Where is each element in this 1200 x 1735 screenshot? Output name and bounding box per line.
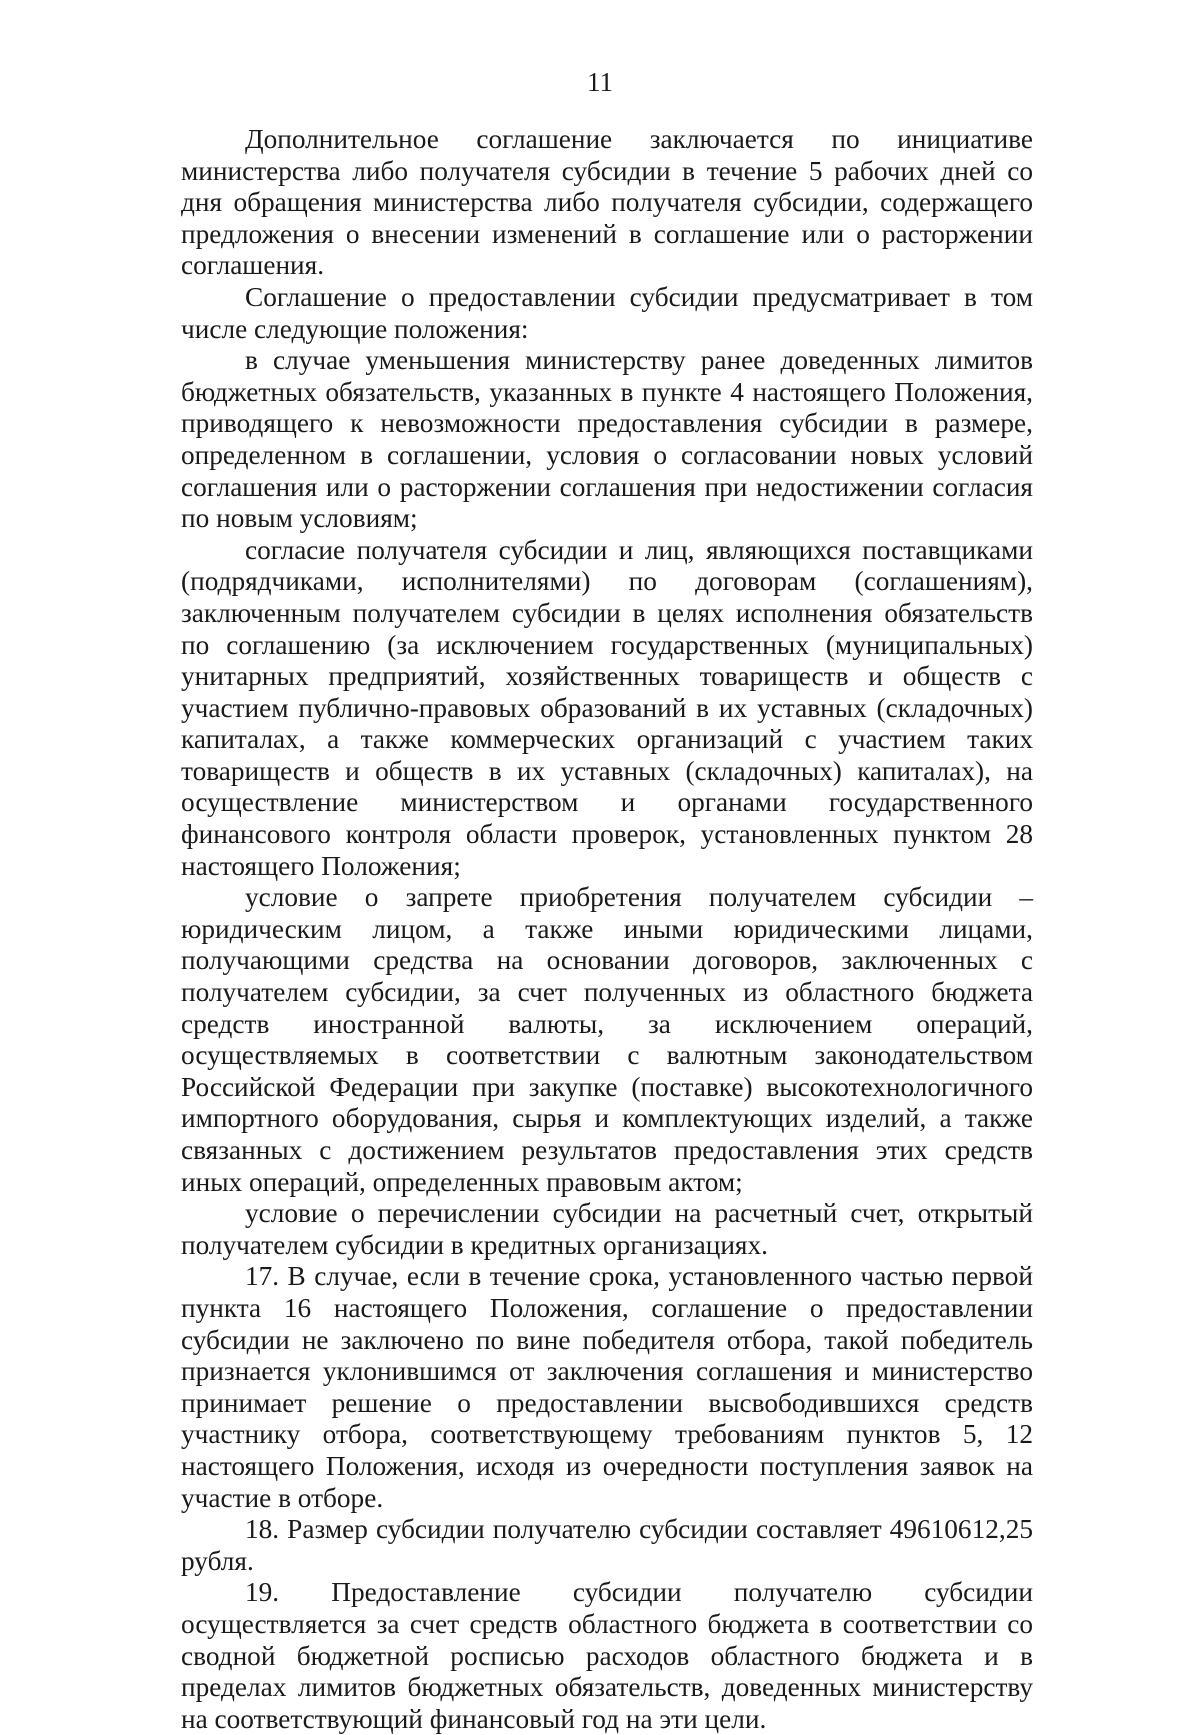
paragraph-agreement-provisions: Соглашение о предоставлении субсидии предусматривает в том числе следующие положения: <box>181 281 1033 344</box>
paragraph-account-transfer: условие о перечислении субсидии на расчетный счет, открытый получателем субсидии в кредитных организациях. <box>181 1198 1033 1260</box>
paragraph-item-19: 19. Предоставление субсидии получателю субсидии осуществляется за счет средств областного бюджета в соответствии со сводной бюджетной росписью расходов областного бюджета и в пределах лимитов бюджетных обязательств, доведенных министерству на соответствующий финансовый год на эти цели. <box>181 1577 1033 1734</box>
paragraph-item-17: 17. В случае, если в течение срока, установленного частью первой пункта 16 настоящего Положения, соглашение о предоставлении субсидии не заключено по вине победителя отбора, такой победитель признается уклонившимся от заключения соглашения и министерство принимает решение о предоставлении высвободившихся средств участнику отбора, соответствующему требованиям пунктов 5, 12 настоящего Положения, исходя из очередности поступления заявок на участие в отборе. <box>181 1261 1033 1513</box>
paragraph-supplementary-agreement: Дополнительное соглашение заключается по инициативе министерства либо получателя субсидии в течение 5 рабочих дней со дня обращения министерства либо получателя субсидии, содержащего предложения о внесении изменений в соглашение или о расторжении соглашения. <box>181 124 1033 281</box>
paragraph-item-18: 18. Размер субсидии получателю субсидии составляет 49610612,25 рубля. <box>181 1514 1033 1576</box>
paragraph-consent-inspections: согласие получателя субсидии и лиц, являющихся поставщиками (подрядчиками, исполнителями) по договорам (соглашениям), заключенным получателем субсидии в целях исполнения обязательств по соглашению (за исключением государственных (муниципальных) унитарных предприятий, хозяйственных товариществ и обществ с участием публично-правовых образований в их уставных (складочных) капиталах, а также коммерческих организаций с участием таких товариществ и обществ в их уставных (складочных) капиталах), на осуществление министерством и органами государственного финансового контроля области проверок, установленных пунктом 28 настоящего Положения; <box>181 534 1033 881</box>
paragraph-limits-reduction: в случае уменьшения министерству ранее доведенных лимитов бюджетных обязательств, указанных в пункте 4 настоящего Положения, приводящего к невозможности предоставления субсидии в размере, определенном в соглашении, условия о согласовании новых условий соглашения или о расторжении соглашения при недостижении согласия по новым условиям; <box>181 345 1033 534</box>
page-number: 11 <box>587 67 613 97</box>
paragraph-currency-prohibition: условие о запрете приобретения получателем субсидии – юридическим лицом, а также иными юридическими лицами, получающими средства на основании договоров, заключенных с получателем субсидии, за счет полученных из областного бюджета средств иностранной валюты, за исключением операций, осуществляемых в соответствии с валютным законодательством Российской Федерации при закупке (поставке) высокотехнологичного импортного оборудования, сырья и комплектующих изделий, а также связанных с достижением результатов предоставления этих средств иных операций, определенных правовым актом; <box>181 882 1033 1197</box>
document-body <box>181 124 1033 1735</box>
